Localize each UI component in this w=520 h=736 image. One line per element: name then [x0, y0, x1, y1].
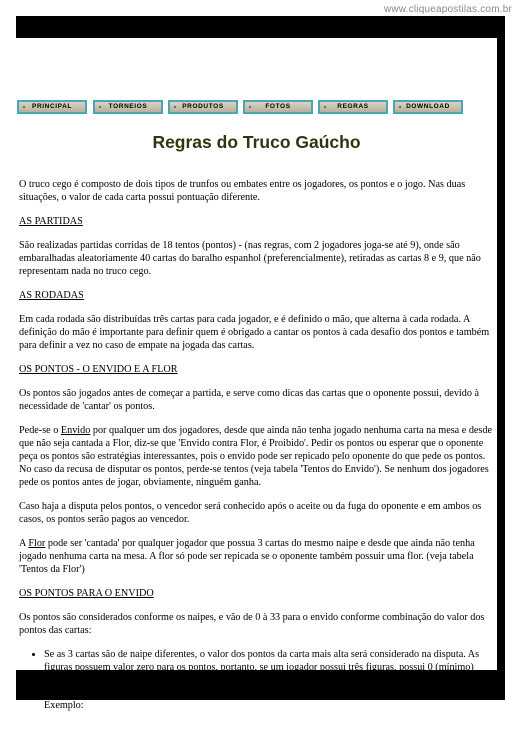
heading-pontos: OS PONTOS - O ENVIDO E A FLOR: [19, 364, 178, 375]
flor-pre-text: A: [19, 538, 29, 549]
rodadas-paragraph: Em cada rodada são distribuídas três cartas para cada jogador, e é definido o mão, que alterna à cada rodada. A definição do mão é importante para definir quem é obrigado a cantar os pontos à cada desafio dos pontos e também para definir a vez no caso de empate na jogada das cartas.: [19, 314, 490, 351]
nav-principal-button[interactable]: PRINCIPAL: [17, 100, 87, 114]
envido-link[interactable]: Envido: [60, 425, 91, 436]
list-item: [44, 648, 494, 712]
flor-link[interactable]: Flor: [28, 538, 46, 549]
pontos-paragraph-3: Caso haja a disputa pelos pontos, o vencedor será conhecido após o aceite ou da fuga do oponente e em ambos os casos, os pontos serão pagos ao vencedor.: [19, 501, 482, 525]
watermark: www.cliqueapostilas.com.br: [383, 4, 512, 15]
partidas-paragraph: São realizadas partidas corridas de 18 tentos (pontos) - (nas regras, com 2 jogadores joga-se até 9), onde são embaralhadas aleatoriamente 40 cartas do baralho espanhol (preferencialmente), retiradas as cartas 8 e 9, que não representam nada no truco cego.: [19, 240, 481, 277]
nav-torneios-button[interactable]: TORNEIOS: [93, 100, 163, 114]
article-body: [19, 178, 494, 722]
envido-pre-text: Pede-se o: [19, 425, 61, 436]
example-label: Exemplo:: [44, 700, 84, 711]
envido-list: [19, 648, 494, 712]
page-title: Regras do Truco Gaúcho: [152, 132, 361, 152]
nav-download-button[interactable]: DOWNLOAD: [393, 100, 463, 114]
intro-paragraph: O truco cego é composto de dois tipos de trunfos ou embates entre os jogadores, os pontos e o jogo. Nas duas situações, o valor de cada carta possui pontuação diferente.: [19, 179, 466, 203]
nav-bar: [16, 100, 497, 118]
pontos-paragraph-1: Os pontos são jogados antes de começar a partida, e serve como dicas das cartas que o oponente possui, devido à necessidade de 'cantar' os pontos.: [19, 388, 479, 412]
pontos-paragraph-4: [19, 537, 494, 576]
frame-right: [497, 16, 505, 670]
nav-fotos-button[interactable]: FOTOS: [243, 100, 313, 114]
bullet-text: Se as 3 cartas são de naipe diferentes, o valor dos pontos da carta mais alta será considerado na disputa. As figuras possuem valor zero para os pontos, portanto, se um jogador possui três figuras, possui 0 (mínimo) pontos para a disputa;: [44, 649, 480, 686]
nav-produtos-button[interactable]: PRODUTOS: [168, 100, 238, 114]
frame-top: [16, 16, 505, 38]
heading-rodadas: AS RODADAS: [19, 290, 84, 301]
pontos-paragraph-2: [19, 424, 494, 489]
heading-envido: OS PONTOS PARA O ENVIDO: [19, 588, 154, 599]
page-content: [16, 38, 497, 711]
nav-regras-button[interactable]: REGRAS: [318, 100, 388, 114]
envido-paragraph: Os pontos são considerados conforme os naipes, e vão de 0 à 33 para o envido conforme combinação do valor dos pontos das cartas:: [19, 612, 485, 636]
envido-post-text: por qualquer um dos jogadores, desde que ainda não tenha jogado nenhuma carta na mesa e desde que não seja cantada a Flor, diz-se que 'Envido contra Flor, é Proibido'. Pedir os pontos ou esperar que o oponente peça os pontos são estratégias interessantes, pois o envido pode ser repicado pelo oponente do que pede os pontos. No caso da recusa de disputar os pontos, perde-se tentos (veja tabela 'Tentos do Envido'). Se nenhum dos jogadores pede os pontos antes de jogar, obviamente, ninguém ganha.: [19, 425, 493, 488]
heading-partidas: AS PARTIDAS: [19, 216, 83, 227]
flor-post-text: pode ser 'cantada' por qualquer jogador que possua 3 cartas do mesmo naipe e desde que ainda não tenha jogado nenhuma carta na mesa. A flor só pode ser repicada se o oponente também possuir uma flor. (veja tabela 'Tentos da Flor'): [19, 538, 475, 575]
